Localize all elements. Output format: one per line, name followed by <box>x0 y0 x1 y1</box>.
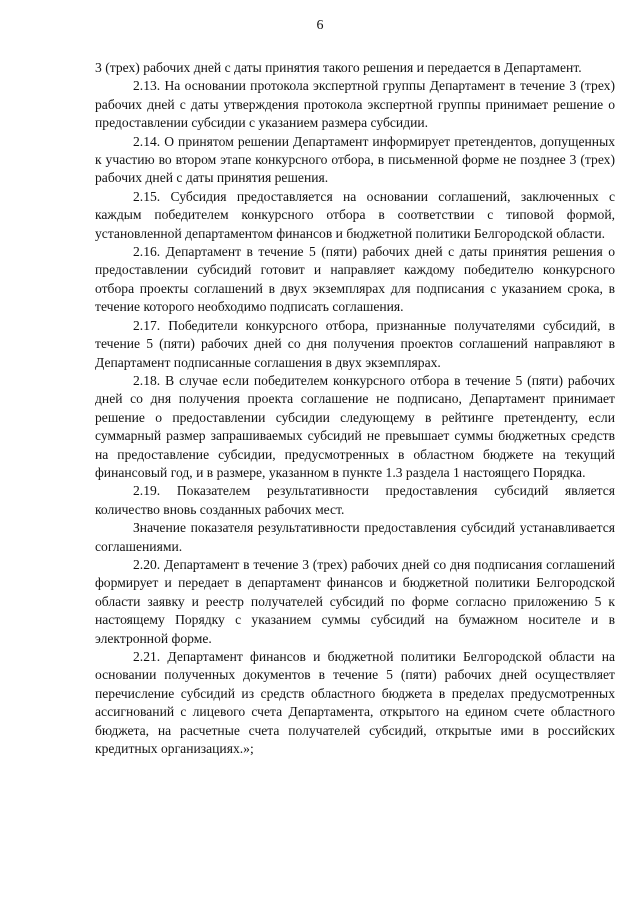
paragraph-2-20: 2.20. Департамент в течение 3 (трех) рабочих дней со дня подписания соглашений формирует и передает в департамент финансов и бюджетной политики Белгородской области заявку и реестр получателей субсидий по форме согласно приложению 5 к настоящему Порядку с указанием суммы субсидий на бумажном носителе и в электронной форме. <box>95 556 615 646</box>
paragraph-2-13: 2.13. На основании протокола экспертной группы Департамент в течение 3 (трех) рабочих дней с даты утверждения протокола экспертной группы принимает решение о предоставлении субсидии с указанием размера субсидии. <box>95 78 615 131</box>
paragraph-2-14: 2.14. О принятом решении Департамент информирует претендентов, допущенных к участию во втором этапе конкурсного отбора, в письменной форме не позднее 3 (трех) рабочих дней с даты принятия решения. <box>95 133 615 186</box>
paragraph-2-15: 2.15. Субсидия предоставляется на основании соглашений, заключенных с каждым победителем конкурсного отбора в соответствии с типовой формой, установленной департаментом финансов и бюджетной политики Белгородской области. <box>95 188 615 241</box>
paragraph-2-21: 2.21. Департамент финансов и бюджетной политики Белгородской области на основании полученных документов в течение 5 (пяти) рабочих дней осуществляет перечисление субсидий из средств областного бюджета в пределах предусмотренных ассигнований с лицевого счета Департамента, открытого на едином счете областного бюджета, на расчетные счета получателей субсидий, открытые ими в российских кредитных организациях.»; <box>95 649 615 757</box>
page-number: 6 <box>316 18 324 33</box>
paragraph-2-19: 2.19. Показателем результативности предоставления субсидий является количество вновь созданных рабочих мест. <box>95 483 615 517</box>
document-body <box>95 59 615 758</box>
paragraph-continuation: 3 (трех) рабочих дней с даты принятия такого решения и передается в Департамент. <box>95 60 582 75</box>
paragraph-2-17: 2.17. Победители конкурсного отбора, признанные получателями субсидий, в течение 5 (пяти) рабочих дней со дня получения проектов соглашений направляют в Департамент подписанные соглашения в двух экземплярах. <box>95 317 615 370</box>
paragraph-2-18: 2.18. В случае если победителем конкурсного отбора в течение 5 (пяти) рабочих дней со дня получения проекта соглашение не подписано, Департамент принимает решение о предоставлении субсидии следующему в рейтинге претенденту, если суммарный размер запрашиваемых субсидий не превышает суммы бюджетных средств на предоставление субсидии, предусмотренных в областном бюджете на текущий финансовый год, и в размере, указанном в пункте 1.3 раздела 1 настоящего Порядка. <box>95 372 615 480</box>
paragraph-2-16: 2.16. Департамент в течение 5 (пяти) рабочих дней с даты принятия решения о предоставлении субсидий готовит и направляет каждому победителю конкурсного отбора проекты соглашений в двух экземплярах для подписания с указанием срока, в течение которого необходимо подписать соглашения. <box>95 244 615 315</box>
paragraph-indicator-value: Значение показателя результативности предоставления субсидий устанавливается соглашениями. <box>95 520 615 554</box>
